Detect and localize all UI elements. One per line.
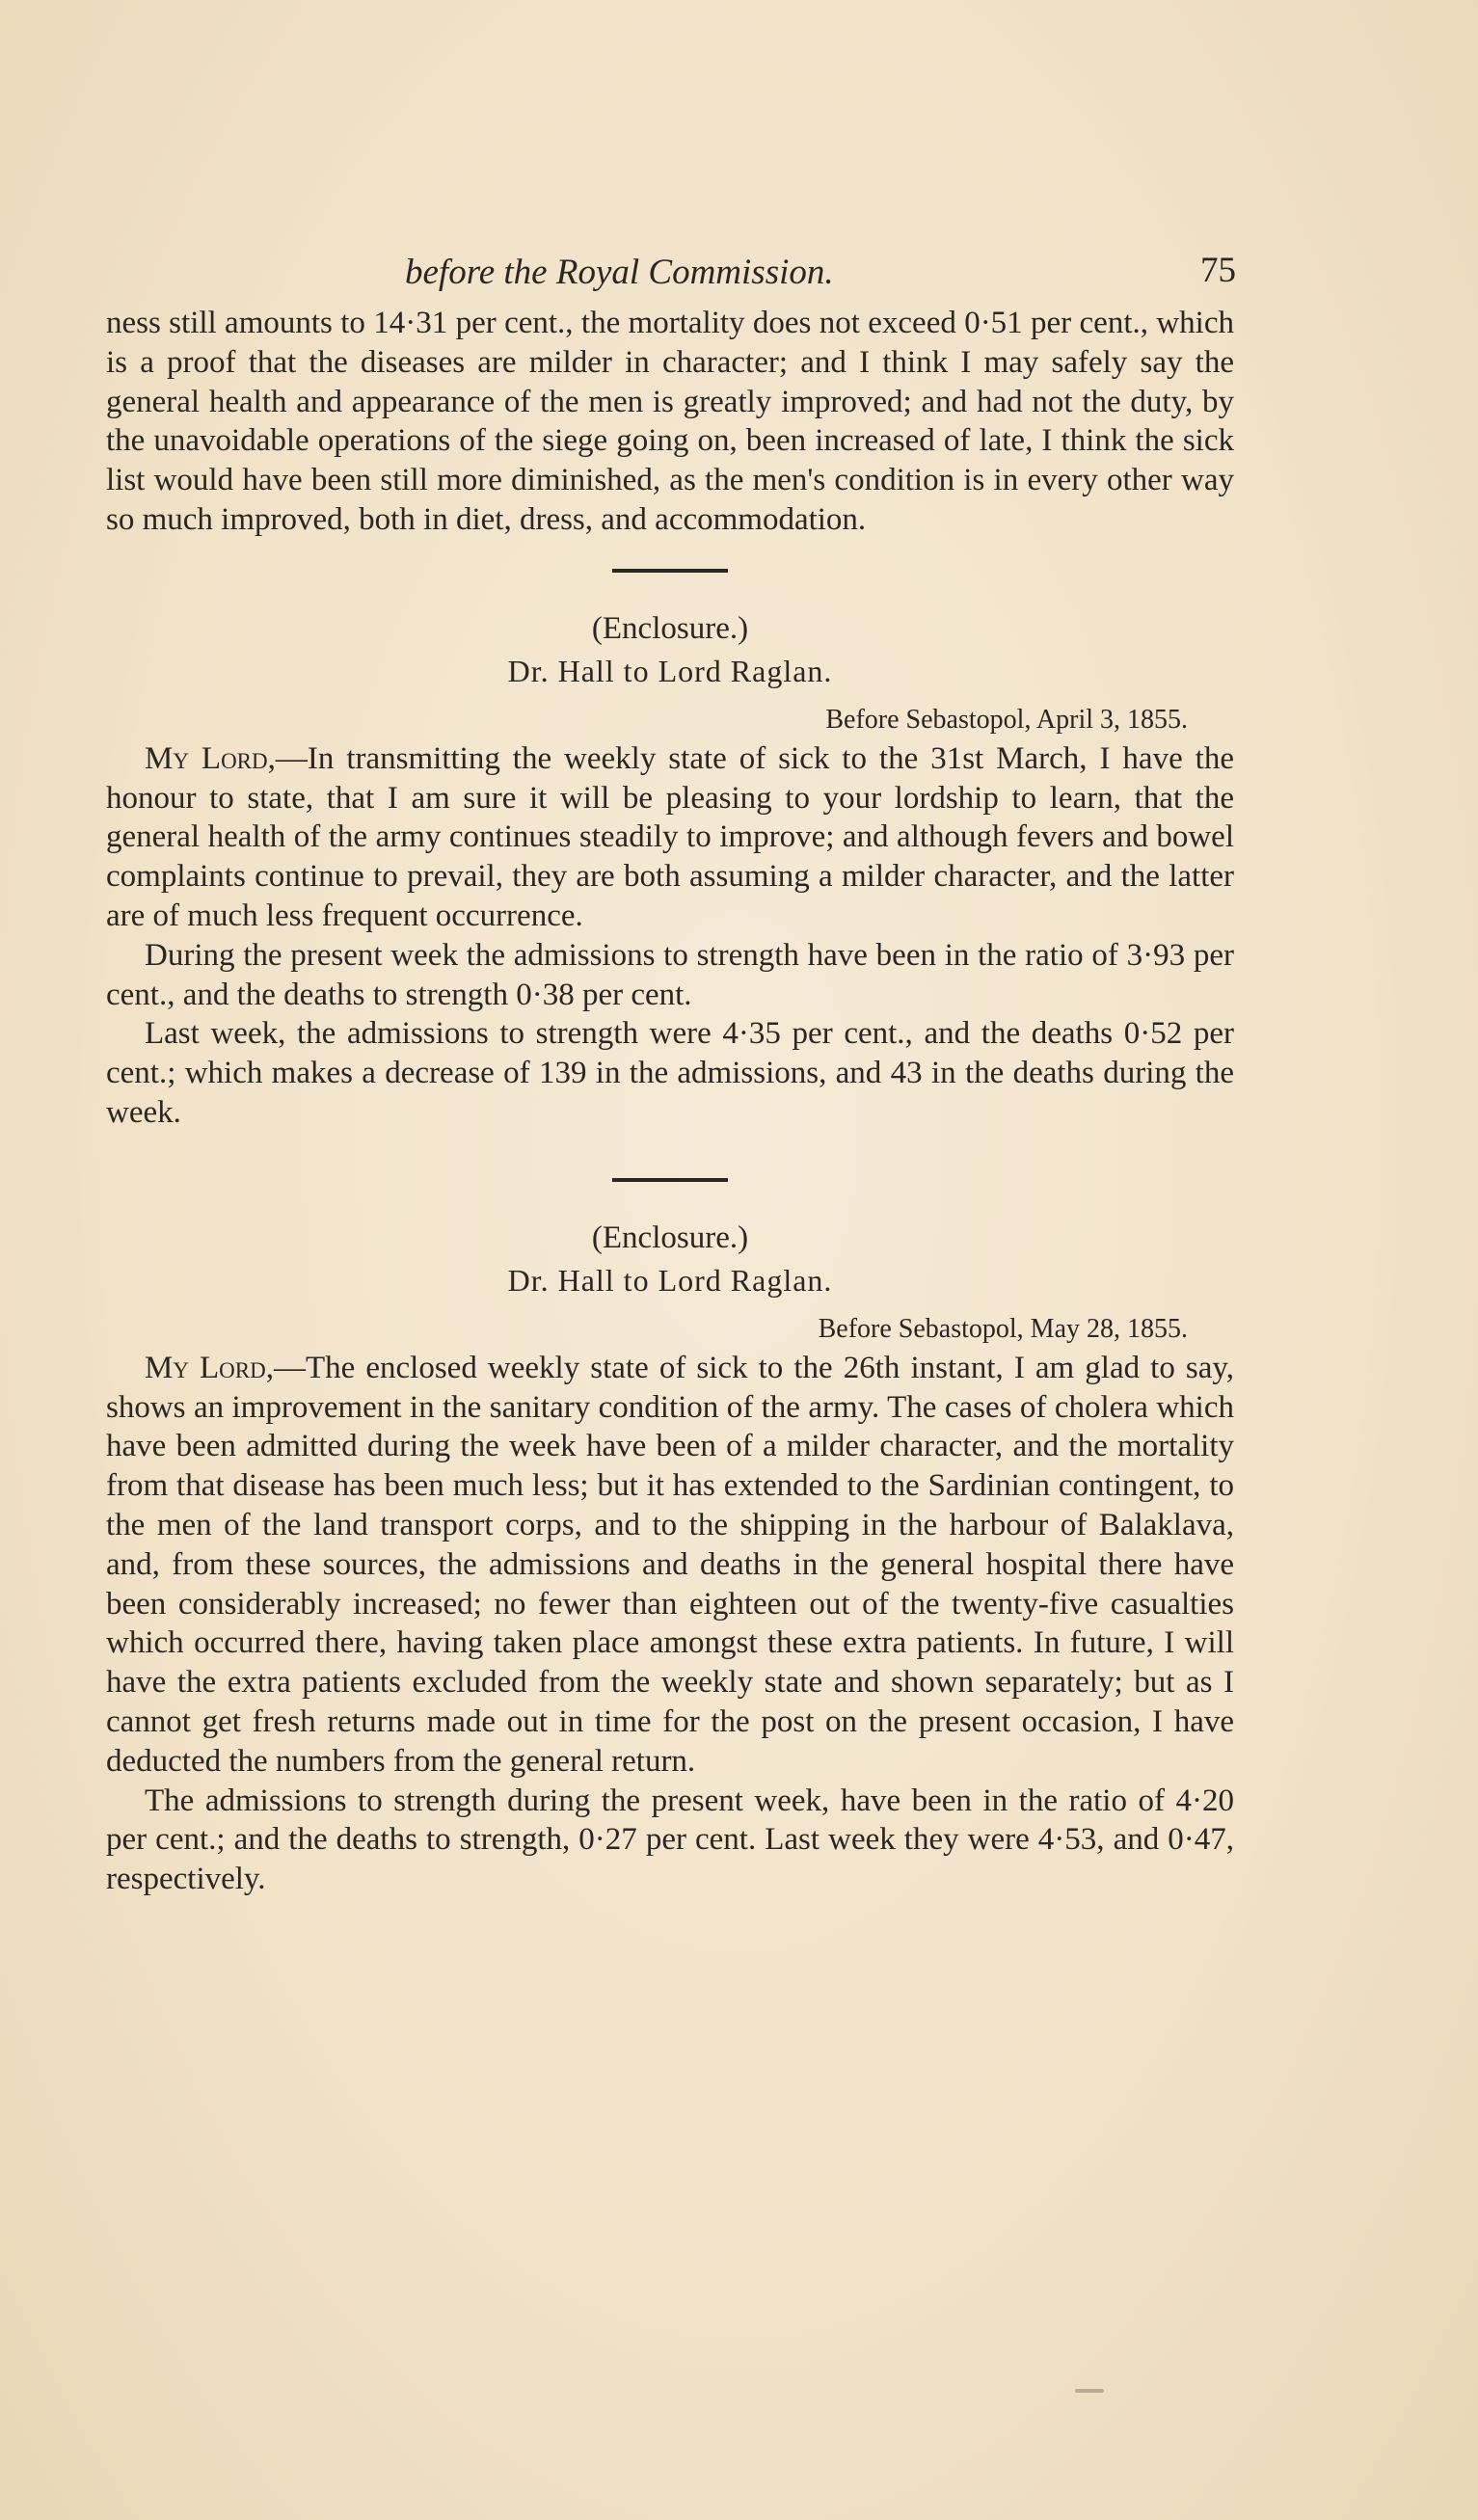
running-title: before the Royal Commission. xyxy=(405,253,834,292)
continuation-paragraph: ness still amounts to 14·31 per cent., the mortality does not exceed 0·51 per cent., which is a proof that the diseases are milder in character; and I think I may safely say the general health and appearance of the men is greatly improved; and had not the duty, by the unavoidable operations of the siege going on, been increased of late, I think the sick list would have been still more diminished, as the men's condition is in every other way so much improved, both in diet, dress, and accommodation. xyxy=(106,306,1234,537)
section-divider xyxy=(612,1178,728,1182)
letter-address: Dr. Hall to Lord Raglan. xyxy=(507,653,833,688)
letter-1 xyxy=(106,609,1234,1133)
paragraph-text: —In transmitting the weekly state of sick to the 31st March, I have the honour to state, that I am sure it will be pleasing to your lordship to learn, that the general health of the army continues steadily to improve; and although fevers and bowel complaints continue to prevail, they are both assuming a milder character, and the latter are of much less frequent occurrence. xyxy=(106,740,1235,933)
paragraph-text: —The enclosed weekly state of sick to the 26th instant, I am glad to say, shows an improvement in the sanitary condition of the army. The cases of cholera which have been admitted during the week have been of a milder character, and the mortality from that disease has been much less; but it has extended to the Sardinian contingent, to the men of the land transport corps, and to the shipping in the harbour of Balaklava, and, from these sources, the admissions and deaths in the general hospital there have been considerably increased; no fewer than eighteen out of the twenty-five casualties which occurred there, having taken place amongst these extra patients. In future, I will have the extra patients excluded from the weekly state and shown separately; but as I cannot get fresh returns made out in time for the post on the present occasion, I have deducted the numbers from the general return. xyxy=(106,1350,1235,1779)
date-line: Before Sebastopol, April 3, 1855. xyxy=(825,704,1188,735)
letter-paragraph: During the present week the admissions to strength have been in the ratio of 3·93 per cent., and the deaths to strength 0·38 per cent. xyxy=(106,937,1234,1012)
letter-paragraph: The admissions to strength during the present week, have been in the ratio of 4·20 per cent.; and the deaths to strength, 0·27 per cent. Last week they were 4·53, and 0·47, respectively. xyxy=(106,1783,1234,1897)
enclosure-label: (Enclosure.) xyxy=(591,610,749,646)
running-header xyxy=(106,246,1234,304)
section-divider xyxy=(612,569,728,573)
ink-smudge xyxy=(1075,2389,1104,2393)
salutation: My Lord, xyxy=(145,740,276,776)
letter-paragraph xyxy=(106,739,1234,936)
enclosure-label: (Enclosure.) xyxy=(591,1220,749,1255)
letter-2 xyxy=(106,1219,1234,1899)
letter-paragraph xyxy=(106,1349,1234,1782)
letter-address: Dr. Hall to Lord Raglan. xyxy=(507,1262,833,1298)
date-line: Before Sebastopol, May 28, 1855. xyxy=(818,1313,1188,1344)
page-number: 75 xyxy=(1200,251,1236,290)
letter-paragraph: Last week, the admissions to strength were 4·35 per cent., and the deaths 0·52 per cent.; which makes a decrease of 139 in the admissions, and 43 in the deaths during the week. xyxy=(106,1016,1234,1130)
book-page xyxy=(106,246,1234,1899)
salutation: My Lord, xyxy=(145,1350,274,1385)
